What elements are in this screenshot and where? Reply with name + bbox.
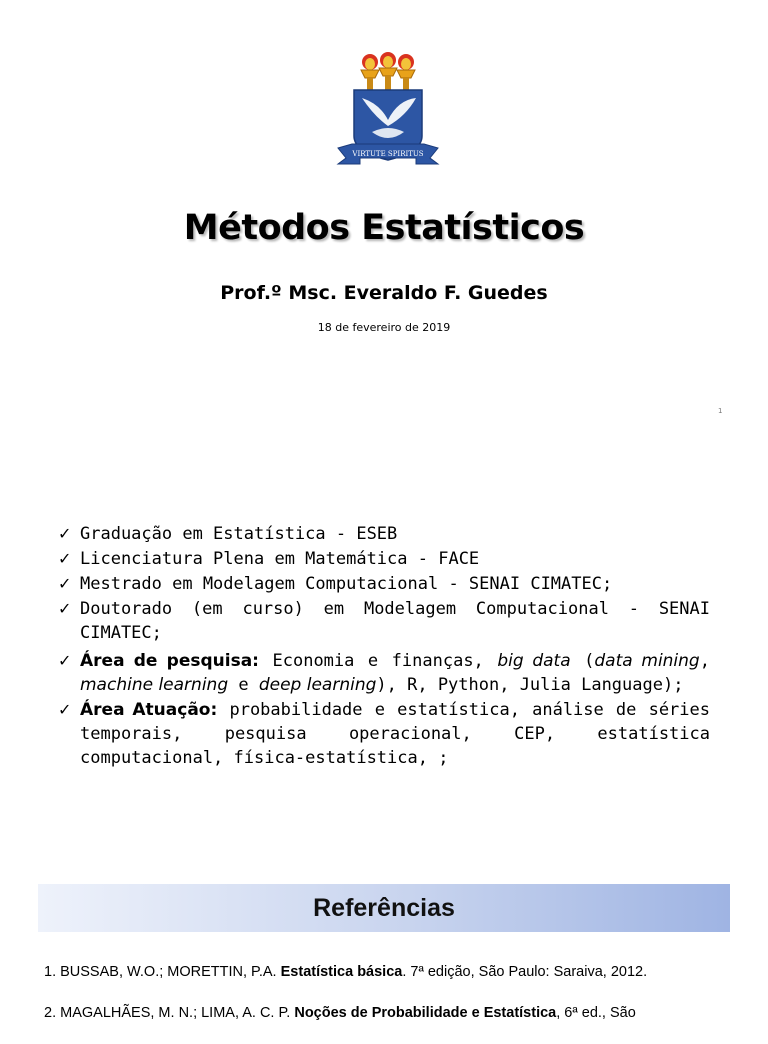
slide-title: Métodos Estatísticos [183, 208, 585, 248]
list-item: ✓ Mestrado em Modelagem Computacional - SENAI CIMATEC; [58, 574, 613, 594]
crest-motto: VIRTUTE SPIRITUS [352, 150, 424, 158]
check-icon: ✓ [58, 599, 72, 618]
reference-list [44, 962, 724, 1044]
check-icon: ✓ [58, 524, 72, 543]
check-icon: ✓ [58, 700, 72, 719]
reference-item: 1. BUSSAB, W.O.; MORETTIN, P.A. Estatística básica. 7ª edição, São Paulo: Saraiva, 2012. [44, 964, 648, 980]
check-icon: ✓ [58, 549, 72, 568]
list-item: ✓ Graduação em Estatística - ESEB [58, 524, 398, 544]
university-crest-icon [332, 52, 444, 172]
slide-date: 18 de fevereiro de 2019 [317, 321, 451, 334]
bullet-list [58, 522, 710, 771]
references-slide [0, 870, 768, 1024]
check-icon: ✓ [58, 651, 72, 670]
title-slide [0, 0, 768, 470]
list-item: ✓ Doutorado (em curso) em Modelagem Computacional - SENAI CIMATEC; [58, 599, 710, 643]
references-heading: Referências [313, 893, 455, 922]
list-item: ✓ Licenciatura Plena em Matemática - FACE [58, 549, 480, 569]
check-icon: ✓ [58, 574, 72, 593]
profile-slide [0, 470, 768, 870]
list-item-work-area: ✓ Área Atuação: probabilidade e estatística, análise de séries temporais, pesquisa operacional, CEP, estatística computacional, física-estatística, ; [58, 700, 710, 768]
work-area-label: Área Atuação: [80, 700, 218, 720]
research-area-label: Área de pesquisa: [80, 651, 259, 671]
list-item-research-area: ✓ Área de pesquisa: Economia e finanças, big data (data mining, machine learning e deep learning), R, Python, Julia Language); [58, 651, 710, 695]
references-banner [38, 884, 730, 932]
page-number: 1 [718, 407, 723, 415]
reference-item: 2. MAGALHÃES, M. N.; LIMA, A. C. P. Noções de Probabilidade e Estatística, 6ª ed., São [44, 1005, 636, 1021]
slide-subtitle: Prof.º Msc. Everaldo F. Guedes [220, 282, 548, 304]
